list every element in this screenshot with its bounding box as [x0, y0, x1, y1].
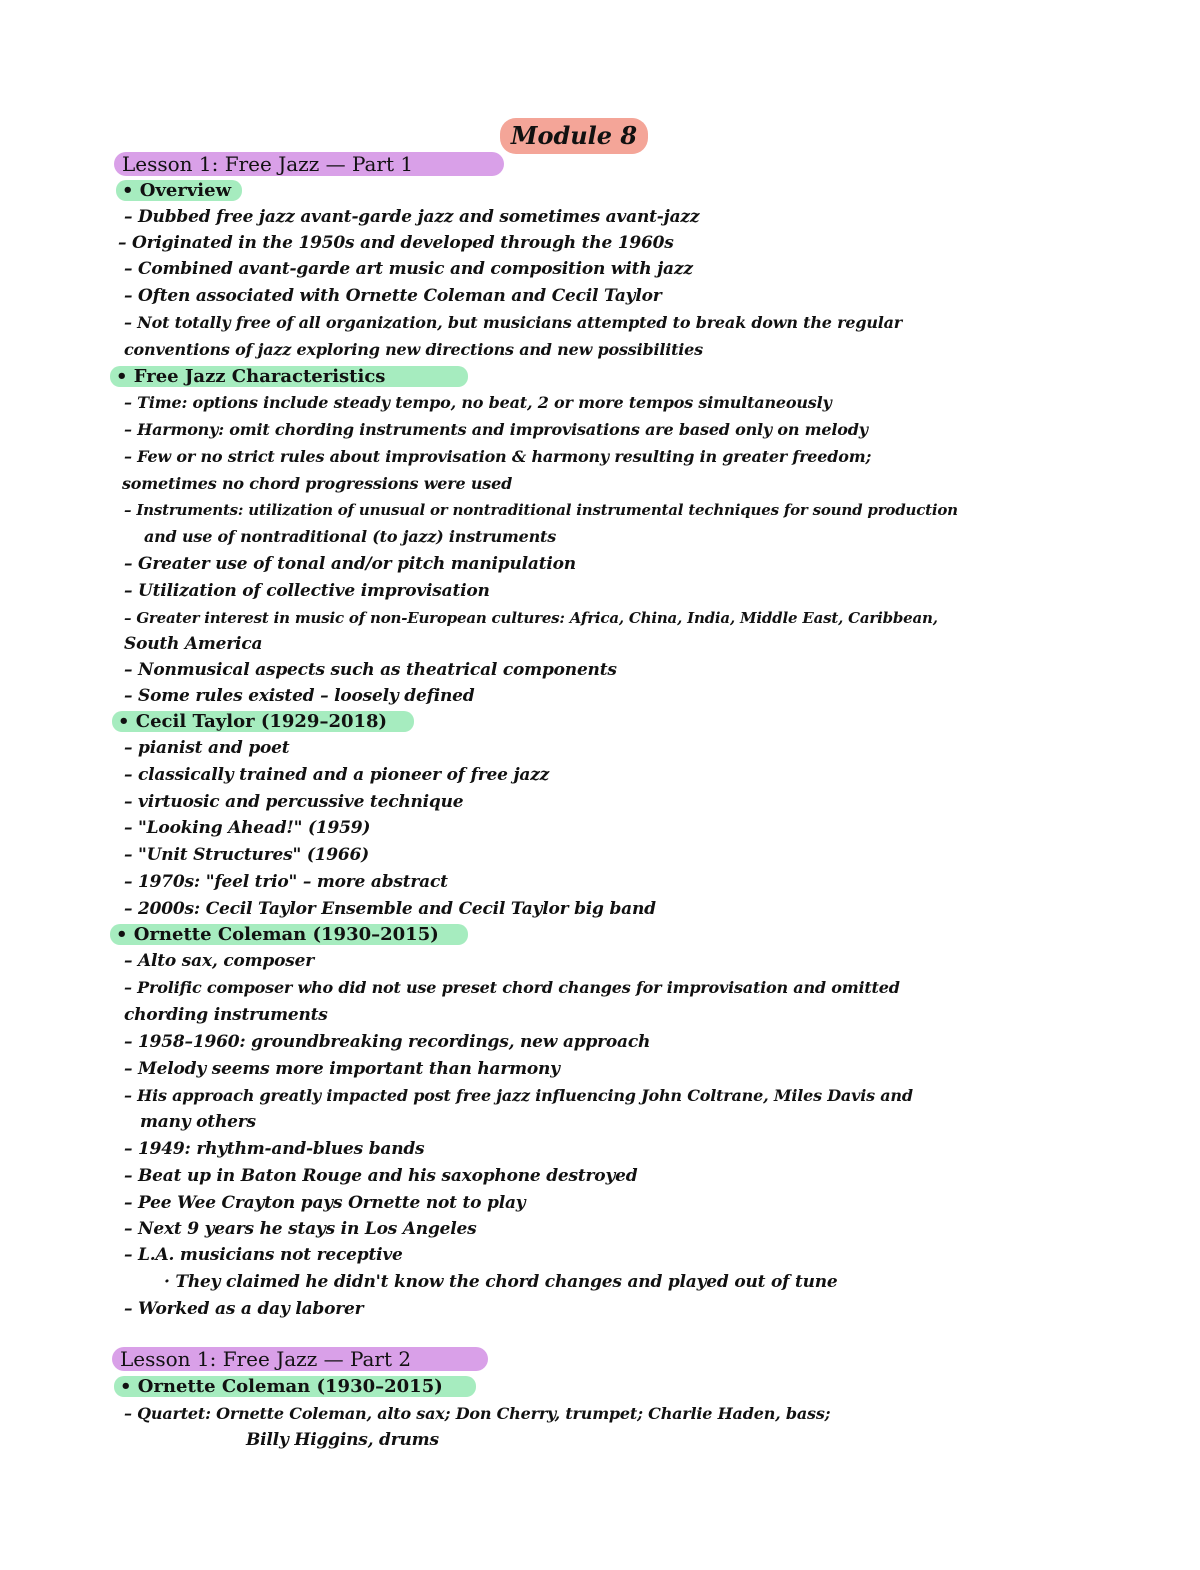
overview-line: – Combined avant-garde art music and composition with jazz — [124, 259, 693, 279]
characteristics-line: South America — [124, 634, 263, 654]
ornette-coleman-line: – Prolific composer who did not use preset chord changes for improvisation and omitted — [124, 978, 900, 997]
ornette-coleman-line: – 1958–1960: groundbreaking recordings, new approach — [124, 1032, 651, 1052]
characteristics-line: – Few or no strict rules about improvisation & harmony resulting in greater freedom; — [124, 447, 872, 466]
cecil-taylor-line: – classically trained and a pioneer of free jazz — [124, 765, 550, 785]
section-heading-characteristics: • Free Jazz Characteristics — [110, 366, 468, 387]
section-heading-overview: • Overview — [116, 180, 242, 201]
ornette-coleman-line: – Beat up in Baton Rouge and his saxophone destroyed — [124, 1166, 638, 1186]
ornette-coleman-line: – Alto sax, composer — [124, 951, 314, 971]
cecil-taylor-line: – 2000s: Cecil Taylor Ensemble and Cecil Taylor big band — [124, 899, 656, 919]
page-title: Module 8 — [500, 118, 648, 154]
characteristics-line: and use of nontraditional (to jazz) instruments — [144, 527, 557, 546]
ornette-coleman-line: – Worked as a day laborer — [124, 1299, 364, 1319]
overview-line: – Often associated with Ornette Coleman and Cecil Taylor — [124, 286, 662, 306]
ornette-coleman-part-2-line: – Quartet: Ornette Coleman, alto sax; Don Cherry, trumpet; Charlie Haden, bass; — [124, 1404, 831, 1423]
characteristics-line: – Nonmusical aspects such as theatrical components — [124, 660, 617, 680]
characteristics-line: – Time: options include steady tempo, no beat, 2 or more tempos simultaneously — [124, 393, 832, 412]
overview-line: – Not totally free of all organization, but musicians attempted to break down the regular — [124, 313, 903, 332]
overview-line: – Dubbed free jazz avant-garde jazz and sometimes avant-jazz — [124, 207, 700, 227]
characteristics-line: – Some rules existed – loosely defined — [124, 686, 475, 706]
overview-line: conventions of jazz exploring new directions and new possibilities — [124, 340, 703, 359]
characteristics-line: – Greater interest in music of non-European cultures: Africa, China, India, Middle East, Caribbean, — [124, 609, 938, 627]
overview-line: – Originated in the 1950s and developed through the 1960s — [118, 233, 674, 253]
cecil-taylor-line: – pianist and poet — [124, 738, 290, 758]
lesson-heading-part-2: Lesson 1: Free Jazz — Part 2 — [112, 1347, 488, 1371]
ornette-coleman-line: – Melody seems more important than harmony — [124, 1059, 560, 1079]
characteristics-line: – Greater use of tonal and/or pitch manipulation — [124, 554, 576, 574]
ornette-coleman-line: – L.A. musicians not receptive — [124, 1245, 403, 1265]
cecil-taylor-line: – virtuosic and percussive technique — [124, 792, 464, 812]
characteristics-line: – Instruments: utilization of unusual or nontraditional instrumental techniques for sound production — [124, 501, 958, 519]
section-heading-ornette-coleman: • Ornette Coleman (1930–2015) — [110, 924, 468, 945]
cecil-taylor-line: – "Unit Structures" (1966) — [124, 845, 370, 865]
ornette-coleman-part-2-line: Billy Higgins, drums — [246, 1430, 439, 1450]
ornette-coleman-line: – His approach greatly impacted post free jazz influencing John Coltrane, Miles Davis and — [124, 1086, 913, 1105]
section-heading-cecil-taylor: • Cecil Taylor (1929–2018) — [112, 711, 414, 732]
section-heading-ornette-coleman-part-2: • Ornette Coleman (1930–2015) — [114, 1376, 476, 1397]
cecil-taylor-line: – 1970s: "feel trio" – more abstract — [124, 872, 448, 892]
lesson-heading-part-1: Lesson 1: Free Jazz — Part 1 — [114, 152, 504, 176]
ornette-coleman-line: · They claimed he didn't know the chord changes and played out of tune — [164, 1272, 838, 1292]
ornette-coleman-line: chording instruments — [124, 1005, 328, 1025]
ornette-coleman-line: – Pee Wee Crayton pays Ornette not to play — [124, 1193, 526, 1213]
ornette-coleman-line: – Next 9 years he stays in Los Angeles — [124, 1219, 477, 1239]
characteristics-line: sometimes no chord progressions were used — [122, 474, 513, 493]
ornette-coleman-line: many others — [140, 1112, 256, 1132]
characteristics-line: – Utilization of collective improvisation — [124, 581, 490, 601]
characteristics-line: – Harmony: omit chording instruments and improvisations are based only on melody — [124, 420, 868, 439]
ornette-coleman-line: – 1949: rhythm-and-blues bands — [124, 1139, 425, 1159]
cecil-taylor-line: – "Looking Ahead!" (1959) — [124, 818, 371, 838]
